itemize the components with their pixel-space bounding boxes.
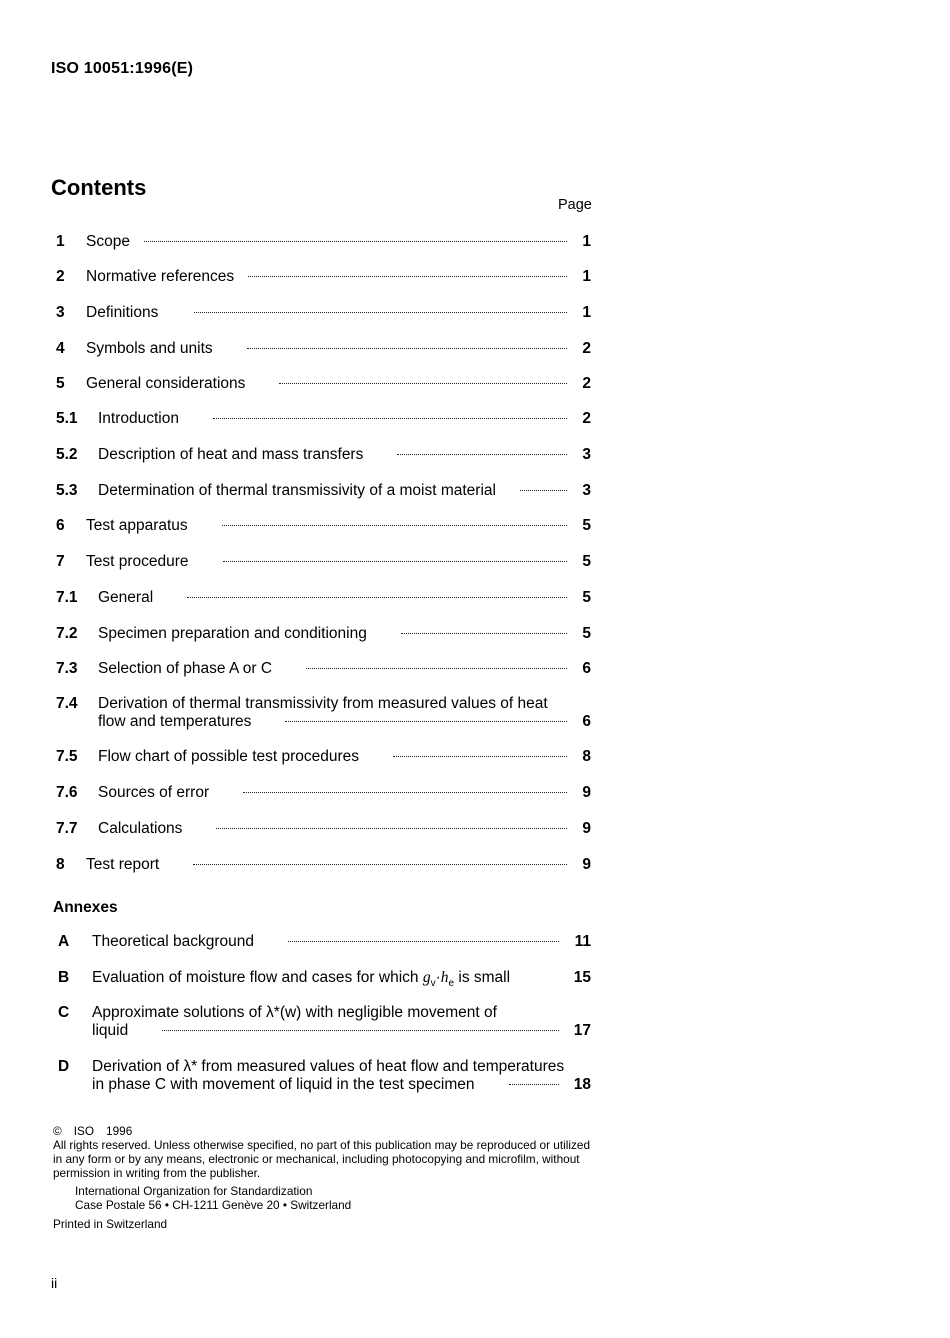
toc-entry[interactable]	[56, 340, 591, 358]
toc-entry-page: 1	[582, 268, 591, 285]
toc-entry-title: General	[98, 589, 154, 606]
dot-leader	[243, 792, 567, 793]
toc-entry-page: 5	[582, 553, 591, 570]
annex-letter: D	[58, 1058, 70, 1075]
annexes-heading: Annexes	[53, 899, 118, 916]
copyright-holder: ISO	[73, 1124, 95, 1138]
toc-entry-title: Calculations	[98, 820, 183, 837]
toc-entry-title: Normative references	[86, 268, 235, 285]
toc-entry-title-line1: Derivation of thermal transmissivity from measured values of heat	[98, 695, 548, 712]
dot-leader	[285, 721, 567, 722]
toc-entry-page: 9	[582, 820, 591, 837]
page-number: ii	[51, 1275, 58, 1291]
dot-leader	[520, 490, 567, 491]
dot-leader	[213, 418, 567, 419]
toc-entry-page: 3	[582, 446, 591, 463]
annex-letter: A	[58, 933, 70, 950]
toc-entry-page: 5	[582, 589, 591, 606]
toc-entry-title: Description of heat and mass transfers	[98, 446, 364, 463]
toc-entry[interactable]	[56, 748, 591, 766]
toc-entry[interactable]	[56, 784, 591, 802]
toc-entry-number: 5.2	[56, 446, 78, 463]
dot-leader	[144, 241, 567, 242]
toc-entry-number: 8	[56, 856, 65, 873]
toc-entry-number: 5.3	[56, 482, 78, 499]
toc-entry-number: 3	[56, 304, 65, 321]
annex-page: 18	[573, 1076, 591, 1093]
annex-page: 15	[573, 969, 591, 986]
annex-title-line1: Derivation of λ* from measured values of heat flow and temperatures	[92, 1058, 565, 1075]
toc-entry-number: 6	[56, 517, 65, 534]
toc-entry-title: Sources of error	[98, 784, 210, 801]
toc-entry[interactable]	[56, 375, 591, 393]
document-id: ISO 10051:1996(E)	[51, 60, 194, 77]
toc-entry-number: 7.6	[56, 784, 78, 801]
toc-entry-title: Selection of phase A or C	[98, 660, 273, 677]
toc-entry-number: 7.5	[56, 748, 78, 765]
dot-leader	[162, 1030, 559, 1031]
annex-entry[interactable]	[58, 1058, 591, 1094]
dot-leader	[397, 454, 567, 455]
annex-page: 11	[574, 933, 591, 950]
toc-entry[interactable]	[56, 589, 591, 607]
toc-entry-title: Scope	[86, 233, 130, 250]
toc-entry-number: 7.7	[56, 820, 78, 837]
toc-entry-number: 7.1	[56, 589, 78, 606]
toc-entry-page: 1	[582, 233, 591, 250]
toc-entry-page: 5	[582, 517, 591, 534]
toc-entry-page: 2	[582, 340, 591, 357]
annex-title: Evaluation of moisture flow and cases for which $g_v\cdot h_e$ is small	[92, 969, 511, 990]
dot-leader	[306, 668, 567, 669]
toc-entry-title: Flow chart of possible test procedures	[98, 748, 360, 765]
toc-entry-title: Symbols and units	[86, 340, 213, 357]
toc-entry[interactable]	[56, 446, 591, 464]
toc-entry[interactable]	[56, 233, 591, 251]
dot-leader	[401, 633, 567, 634]
toc-entry-page: 5	[582, 625, 591, 642]
toc-entry[interactable]	[56, 304, 591, 322]
annex-title: Theoretical background	[92, 933, 254, 950]
annex-page: 17	[573, 1022, 591, 1039]
toc-entry[interactable]	[56, 268, 591, 286]
toc-entry[interactable]	[56, 856, 591, 874]
toc-entry[interactable]	[56, 625, 591, 643]
copyright-block	[53, 1124, 598, 1231]
toc-entry-number: 7.4	[56, 695, 78, 712]
dot-leader	[187, 597, 567, 598]
copyright-symbol: ©	[53, 1124, 62, 1138]
toc-entry-title: Test report	[86, 856, 160, 873]
dot-leader	[509, 1084, 559, 1085]
dot-leader	[222, 525, 567, 526]
page-title: Contents	[51, 175, 147, 200]
annex-title-line2: in phase C with movement of liquid in the test specimen	[92, 1076, 475, 1093]
annex-letter: B	[58, 969, 70, 986]
toc-entry-page: 8	[582, 748, 591, 765]
copyright-year: 1996	[106, 1124, 133, 1138]
toc-entry[interactable]	[56, 660, 591, 678]
dot-leader	[216, 828, 567, 829]
toc-entry-number: 5.1	[56, 410, 78, 427]
dot-leader	[193, 864, 567, 865]
toc-entry[interactable]	[56, 695, 591, 731]
annex-letter: C	[58, 1004, 70, 1021]
toc-entry-title: Introduction	[98, 410, 179, 427]
toc-entry[interactable]	[56, 553, 591, 571]
toc-entry-page: 6	[582, 660, 591, 677]
toc-entry-title: Determination of thermal transmissivity of a moist material	[98, 482, 496, 499]
dot-leader	[223, 561, 567, 562]
printed-in: Printed in Switzerland	[53, 1217, 168, 1231]
dot-leader	[279, 383, 567, 384]
toc-entry-title: Test procedure	[86, 553, 189, 570]
annex-entry[interactable]	[58, 933, 591, 951]
dot-leader	[194, 312, 567, 313]
toc-entry-number: 7	[56, 553, 65, 570]
toc-entry-title: General considerations	[86, 375, 246, 392]
toc-entry-number: 5	[56, 375, 65, 392]
toc-entry[interactable]	[56, 410, 591, 428]
toc-entry-title: Definitions	[86, 304, 159, 321]
toc-entry-title: Test apparatus	[86, 517, 188, 534]
toc-entry-title-line2: flow and temperatures	[98, 713, 252, 730]
annex-title-line2: liquid	[92, 1022, 129, 1039]
toc-entry[interactable]	[56, 482, 591, 500]
toc-entry-number: 1	[56, 233, 65, 250]
toc-entry-number: 4	[56, 340, 65, 357]
toc-entry-page: 9	[582, 784, 591, 801]
toc-entry-title: Specimen preparation and conditioning	[98, 625, 367, 642]
dot-leader	[247, 348, 567, 349]
toc-entry-page: 2	[582, 375, 591, 392]
toc-entry-page: 9	[582, 856, 591, 873]
toc-entry[interactable]	[56, 517, 591, 535]
annex-title-line1: Approximate solutions of λ*(w) with negligible movement of	[92, 1004, 497, 1021]
toc-entry-page: 3	[582, 482, 591, 499]
dot-leader	[288, 941, 559, 942]
dot-leader	[248, 276, 567, 277]
toc-entry-page: 2	[582, 410, 591, 427]
publisher-name: International Organization for Standardization	[75, 1184, 313, 1198]
toc-entry-number: 7.2	[56, 625, 78, 642]
toc-entry-page: 6	[582, 713, 591, 730]
toc-entry-number: 2	[56, 268, 65, 285]
annex-entry[interactable]	[58, 1004, 591, 1040]
toc-entry-page: 1	[582, 304, 591, 321]
dot-leader	[393, 756, 567, 757]
page-column-label: Page	[558, 197, 592, 213]
rights-statement: All rights reserved. Unless otherwise specified, no part of this publication may be reproduced or utilized in any form or by any means, electronic or mechanical, including photocopying and microfilm, without permission in writing from the publisher.	[53, 1138, 591, 1180]
annex-entry[interactable]	[58, 969, 591, 993]
toc-entry[interactable]	[56, 820, 591, 838]
toc-entry-number: 7.3	[56, 660, 78, 677]
publisher-address: Case Postale 56 • CH-1211 Genève 20 • Switzerland	[75, 1198, 352, 1212]
